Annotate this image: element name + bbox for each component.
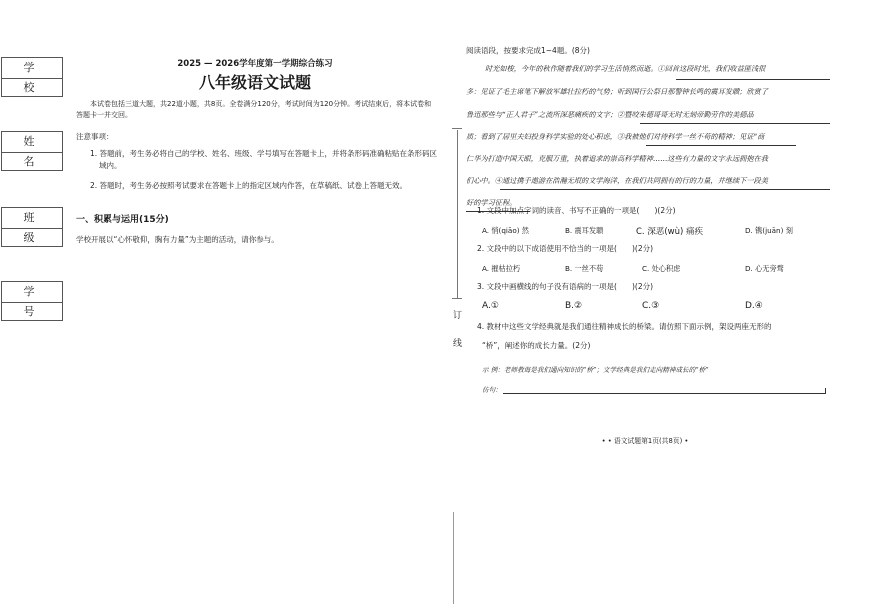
binding-xian: 线 — [453, 339, 463, 349]
binding-tick-top — [452, 128, 462, 129]
q2-option-b[interactable]: B. 一丝不苟 — [565, 264, 604, 273]
class-label: 班 级 — [2, 208, 62, 229]
answer-line-end — [825, 388, 826, 394]
underline-2 — [640, 123, 830, 124]
q2-option-c[interactable]: C. 处心积虑 — [642, 264, 681, 273]
q3-option-d[interactable]: D.④ — [745, 301, 763, 311]
binding-line — [457, 130, 458, 298]
question-4-example: 示 例：老师教诲是我们通向知识的“桥”；文学经典是我们走向精神成长的“桥” — [482, 366, 709, 374]
number-label: 学 号 — [2, 282, 62, 303]
reading-line-7: 好的学习征程。 — [466, 198, 517, 207]
question-4-line-2: “桥”，阐述你的成长力量。(2分) — [482, 341, 591, 350]
question-3: 3. 文段中画横线的句子没有语病的一项是( )(2分) — [477, 282, 654, 291]
q2-option-a[interactable]: A. 摧枯拉朽 — [482, 264, 521, 273]
notes-heading: 注意事项： — [76, 132, 114, 141]
answer-label: 仿句： — [482, 386, 502, 394]
reading-line-6: 们心中。④通过携手遨游在浩瀚无垠的文学海洋，在我们共同拥有的行的力量，并继续下一段美 — [466, 176, 768, 185]
q3-option-c[interactable]: C.③ — [642, 301, 660, 311]
question-4-line-1: 4. 教材中这些文学经典就是我们通往精神成长的桥梁。请仿照下面示例，架设两座无形的 — [477, 322, 772, 331]
binding-ding: 订 — [453, 311, 463, 321]
reading-line-1: 时光如梭，今年的秋作随着我们的学习生活悄然而逝。①回首这段时光，我们收益匪浅很 — [485, 64, 766, 73]
section-1-heading: 一、积累与运用(15分) — [76, 215, 169, 225]
answer-line[interactable] — [503, 393, 825, 394]
name-label: 姓 名 — [2, 132, 62, 153]
section-1-prompt: 学校开展以“心怀敬仰，胸有力量”为主题的活动，请你参与。 — [76, 235, 279, 244]
q1-option-d[interactable]: D. 镌(juān) 刻 — [745, 226, 793, 235]
q1-option-c[interactable]: C. 深恶(wù) 痛疾 — [636, 227, 704, 237]
school-label: 学 校 — [2, 58, 62, 79]
notes-item-2: 2. 答题时，考生务必按照考试要求在答题卡上的指定区域内作答，在草稿纸、试卷上答题无效。 — [90, 181, 408, 190]
notes-item-1: 1. 答题前，考生务必将自己的学校、姓名、班级、学号填写在答题卡上，并将条形码准确粘贴在条形码区域内。 — [90, 149, 438, 170]
q3-option-b[interactable]: B.② — [565, 301, 583, 311]
underline-3 — [646, 145, 796, 146]
q3-option-a[interactable]: A.① — [482, 301, 499, 311]
q1-option-a[interactable]: A. 悄(qiāo) 然 — [482, 226, 529, 235]
school-box — [1, 57, 63, 97]
reading-line-3: 鲁迅那些与“正人君子”之流所深恶痛疾的文字；②暨咬朱德哥哥无时无刻帝勤劳作的美德品 — [466, 110, 754, 119]
exam-intro: 本试卷包括三道大题，共22道小题，共8页。全卷满分120分，考试时间为120分钟。考试结束后，将本试卷和答题卡一并交回。 — [76, 100, 432, 120]
name-box — [1, 131, 63, 171]
exam-title: 八年级语文试题 — [198, 73, 311, 92]
q1-option-b[interactable]: B. 震耳发聩 — [565, 226, 604, 235]
page-footer: • • 语文试题第1页(共8页) • — [601, 437, 689, 445]
reading-line-2: 多：见证了毛主席笔下解放军雄壮拉朽的气势；听到国行公祭日那警钟长鸣的震耳发聩；欣赏了 — [466, 87, 768, 96]
binding-tick-bottom — [452, 298, 462, 299]
question-2: 2. 文段中的以下成语使用不恰当的一项是( )(2分) — [477, 244, 654, 253]
reading-line-5: 仁华为打造中国天眼，克服万重，执着追求的崇高科学精神……这些有力量的文字永远拥抱在我 — [466, 154, 768, 163]
reading-line-4: 质；看到了居里夫妇投身科学实验的处心积虑，③我被他们对待科学一丝不苟的精神；见证“商 — [466, 132, 765, 141]
q2-option-d[interactable]: D. 心无旁骛 — [745, 264, 784, 273]
underline-1 — [676, 79, 830, 80]
question-1: 1. 文段中加点字词的读音、书写不正确的一项是( )(2分) — [477, 206, 676, 215]
reading-instruction: 阅读语段，按要求完成1~4题。(8分) — [466, 46, 590, 55]
underline-4a — [500, 189, 830, 190]
fold-line — [453, 512, 454, 604]
exam-subtitle: 2025 — 2026学年度第一学期综合练习 — [177, 59, 333, 69]
class-box — [1, 207, 63, 247]
number-box — [1, 281, 63, 321]
